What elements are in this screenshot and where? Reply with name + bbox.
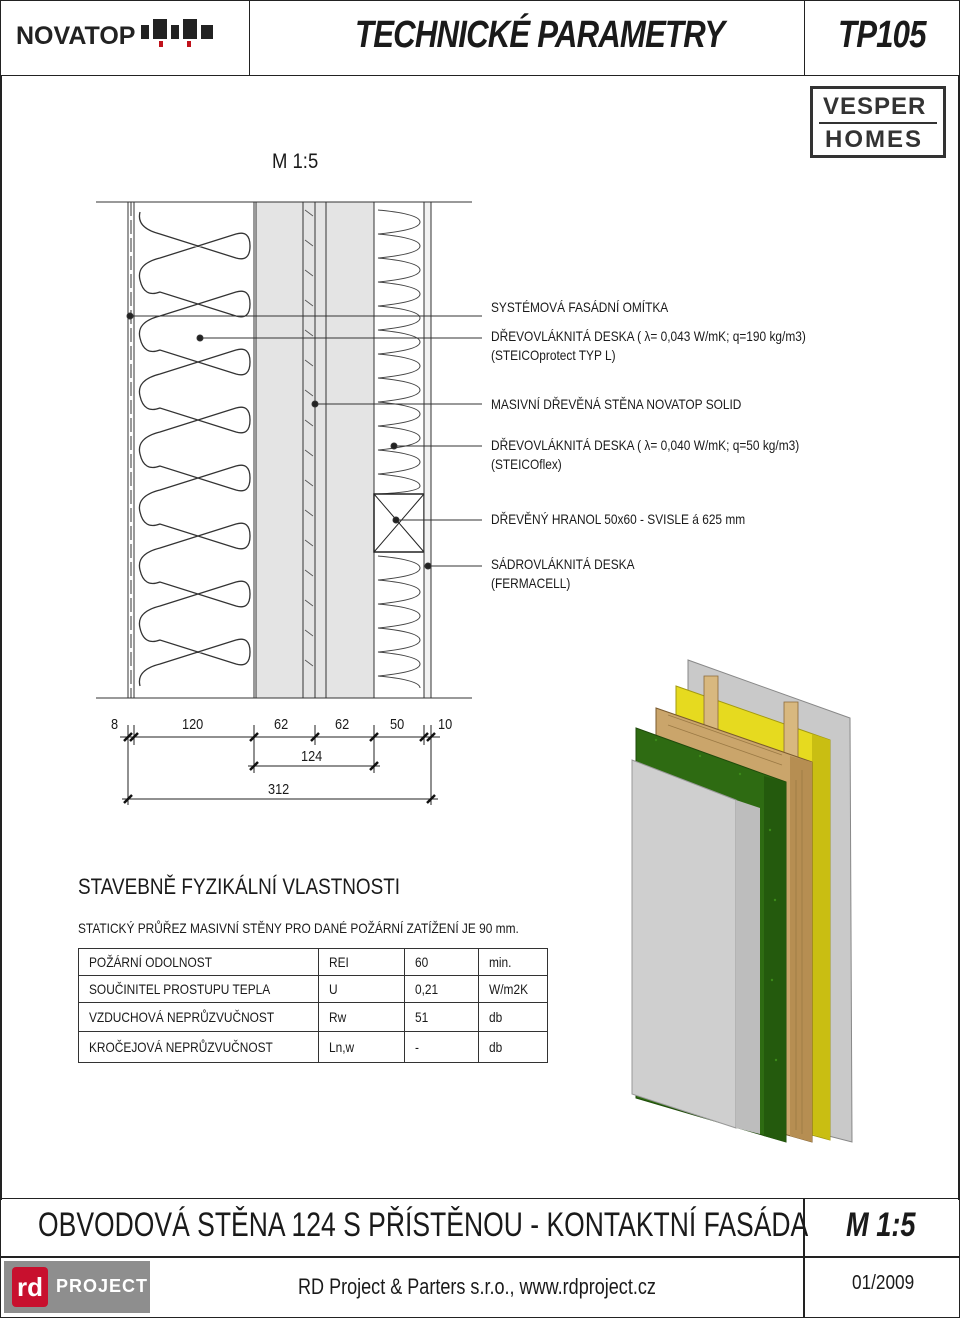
dim-10: 10 <box>438 716 453 733</box>
property-value: 51 <box>415 1009 429 1025</box>
properties-heading: STAVEBNĚ FYZIKÁLNÍ VLASTNOSTI <box>78 874 401 899</box>
rd-logo-text: PROJECT <box>56 1276 149 1296</box>
vesper-text: VESPER <box>823 93 927 120</box>
dim-312: 312 <box>268 781 290 798</box>
drawing-scale: M 1:5 <box>272 150 319 173</box>
property-symbol: Rw <box>329 1009 347 1025</box>
property-name: KROČEJOVÁ NEPRŮZVUČNOST <box>89 1039 273 1055</box>
layer-label-gypsum-board: SÁDROVLÁKNITÁ DESKA <box>491 556 635 572</box>
table-row <box>79 1032 548 1063</box>
dim-8: 8 <box>111 716 119 733</box>
property-unit: db <box>489 1039 503 1055</box>
table-row <box>79 1003 548 1032</box>
property-symbol: U <box>329 981 338 997</box>
property-value: 60 <box>415 954 429 970</box>
property-name: SOUČINITEL PROSTUPU TEPLA <box>89 981 271 997</box>
dim-124: 124 <box>301 748 323 765</box>
page-title: TECHNICKÉ PARAMETRY <box>355 14 725 56</box>
property-unit: W/m2K <box>489 981 529 997</box>
drawing-title: OBVODOVÁ STĚNA 124 S PŘÍSTĚNOU - KONTAKTNÍ FASÁDA <box>38 1206 809 1244</box>
brand-name: NOVATOP <box>16 22 136 50</box>
property-name: POŽÁRNÍ ODOLNOST <box>89 954 212 970</box>
layer-label-fiberboard-inner-type: (STEICOflex) <box>491 456 562 472</box>
rd-logo-icon: rd <box>12 1267 48 1307</box>
homes-text: HOMES <box>825 126 924 153</box>
layer-label-fiberboard-outer: DŘEVOVLÁKNITÁ DESKA ( λ= 0,043 W/mK; q=190 kg/m3) <box>491 328 806 344</box>
property-unit: min. <box>489 954 512 970</box>
property-name: VZDUCHOVÁ NEPRŮZVUČNOST <box>89 1009 275 1025</box>
dim-62-b: 62 <box>335 716 350 733</box>
dim-120: 120 <box>182 716 204 733</box>
document-code: TP105 <box>838 14 926 56</box>
rd-project-logo <box>4 1261 150 1313</box>
layer-label-solid-wall: MASIVNÍ DŘEVĚNÁ STĚNA NOVATOP SOLID <box>491 396 742 412</box>
property-symbol: REI <box>329 954 349 970</box>
table-row <box>79 949 548 976</box>
property-unit: db <box>489 1009 503 1025</box>
dim-50: 50 <box>390 716 405 733</box>
layer-label-gypsum-board-type: (FERMACELL) <box>491 575 571 591</box>
layer-label-fiberboard-inner: DŘEVOVLÁKNITÁ DESKA ( λ= 0,040 W/mK; q=50 kg/m3) <box>491 437 800 453</box>
properties-table <box>78 948 548 1063</box>
layer-label-fiberboard-outer-type: (STEICOprotect TYP L) <box>491 347 616 363</box>
property-value: - <box>415 1039 419 1055</box>
table-row <box>79 976 548 1003</box>
property-value: 0,21 <box>415 981 439 997</box>
footer-scale: M 1:5 <box>846 1206 916 1244</box>
dim-62-a: 62 <box>274 716 289 733</box>
properties-note: STATICKÝ PRŮŘEZ MASIVNÍ STĚNY PRO DANÉ POŽÁRNÍ ZATÍŽENÍ JE 90 mm. <box>78 920 519 936</box>
issue-date: 01/2009 <box>852 1272 915 1294</box>
property-symbol: Ln,w <box>329 1039 355 1055</box>
company-info: RD Project & Parters s.r.o., www.rdproject.cz <box>298 1274 656 1299</box>
layer-label-plaster: SYSTÉMOVÁ FASÁDNÍ OMÍTKA <box>491 299 669 315</box>
layer-label-batten: DŘEVĚNÝ HRANOL 50x60 - SVISLE á 625 mm <box>491 511 746 527</box>
footer-divider <box>0 1256 960 1258</box>
